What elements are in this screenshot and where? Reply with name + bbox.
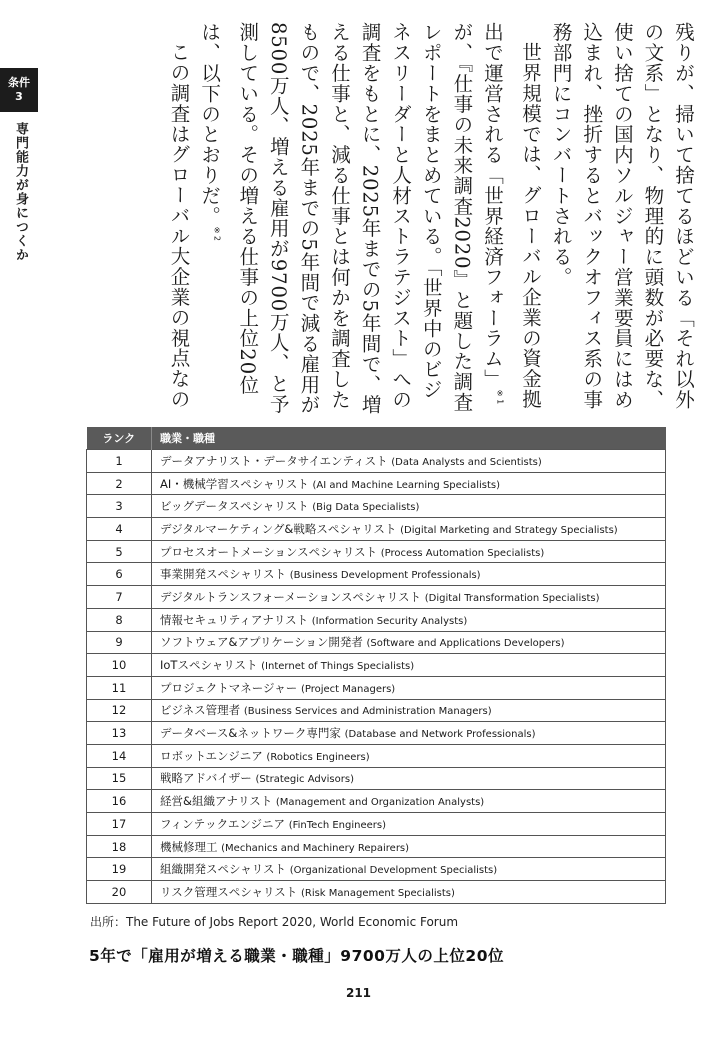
job-title-ja: リスク管理スペシャリスト xyxy=(160,884,298,899)
job-title xyxy=(152,586,666,609)
page-number: 211 xyxy=(345,986,372,1000)
rank-number: 19 xyxy=(87,858,152,881)
job-title xyxy=(152,654,666,677)
ranking-table-body xyxy=(87,450,666,904)
job-title xyxy=(152,518,666,541)
rank-number: 7 xyxy=(87,586,152,609)
rank-number: 6 xyxy=(87,563,152,586)
rank-number: 15 xyxy=(87,767,152,790)
job-title-en: (Digital Transformation Specialists) xyxy=(424,592,600,604)
rank-number: 8 xyxy=(87,608,152,631)
job-title xyxy=(152,563,666,586)
job-title-ja: フィンテックエンジニア xyxy=(160,816,286,831)
job-title xyxy=(152,631,666,654)
ranking-table xyxy=(86,427,666,904)
rank-number: 18 xyxy=(87,835,152,858)
table-row xyxy=(87,835,666,858)
job-title xyxy=(152,881,666,904)
job-title-ja: ビジネス管理者 xyxy=(160,703,241,718)
table-row xyxy=(87,858,666,881)
job-title-ja: 経営&組織アナリスト xyxy=(160,794,273,809)
table-row xyxy=(87,608,666,631)
chapter-title: 専門能力が身につくか xyxy=(13,122,28,262)
table-row xyxy=(87,676,666,699)
table-header-row xyxy=(87,427,666,450)
job-title-en: (AI and Machine Learning Specialists) xyxy=(312,479,501,491)
paragraph-2-part-a: 世界規模では、グローバル企業の資金拠出で運営される「世界経済フォーラム」 xyxy=(480,22,543,409)
job-title-ja: ロボットエンジニア xyxy=(160,748,263,763)
rank-number: 14 xyxy=(87,744,152,767)
table-row xyxy=(87,472,666,495)
table-row xyxy=(87,699,666,722)
job-title-ja: ビッグデータスペシャリスト xyxy=(160,499,309,514)
job-title xyxy=(152,472,666,495)
job-title xyxy=(152,699,666,722)
table-row xyxy=(87,654,666,677)
table-row xyxy=(87,790,666,813)
job-title xyxy=(152,835,666,858)
job-title-ja: ソフトウェア&アプリケーション開発者 xyxy=(160,635,363,650)
rank-number: 2 xyxy=(87,472,152,495)
job-title-en: (Internet of Things Specialists) xyxy=(261,661,415,673)
job-title-en: (Business Development Professionals) xyxy=(289,570,481,582)
chapter-tab-label: 条件 xyxy=(8,76,30,89)
table-row xyxy=(87,586,666,609)
job-title-ja: データアナリスト・データサイエンティスト xyxy=(160,453,388,468)
job-title-en: (FinTech Engineers) xyxy=(288,819,386,831)
rank-number: 9 xyxy=(87,631,152,654)
job-title-ja: 組織開発スペシャリスト xyxy=(160,862,287,877)
job-title-ja: 情報セキュリティアナリスト xyxy=(160,612,309,627)
paragraph-2-part-b: が、『仕事の未来調査2020』と題した調査レポートをまとめている。「世界中のビジネスリーダーと人材ストラテジスト」への調査をもとに、2025年までの5年間で、増える仕事と、減る仕事とは何かを調査したもので、2025年までの5年間で減る雇用が8500万人、増える雇用が9700万人、と予測している。その増える仕事の上位20位は、以下のとおりだ。 xyxy=(198,22,474,415)
job-title-ja: プロジェクトマネージャー xyxy=(160,680,298,695)
header-rank: ランク xyxy=(87,427,152,450)
job-title-en: (Management and Organization Analysts) xyxy=(275,797,485,809)
paragraph-2 xyxy=(194,22,546,417)
job-title xyxy=(152,450,666,473)
job-title-ja: 事業開発スペシャリスト xyxy=(160,567,287,582)
rank-number: 17 xyxy=(87,813,152,836)
rank-number: 3 xyxy=(87,495,152,518)
table-row xyxy=(87,563,666,586)
chapter-tab-number: 3 xyxy=(15,90,23,103)
rank-number: 13 xyxy=(87,722,152,745)
job-title-en: (Data Analysts and Scientists) xyxy=(391,456,542,468)
rank-number: 12 xyxy=(87,699,152,722)
rank-number: 11 xyxy=(87,676,152,699)
header-job: 職業・職種 xyxy=(152,427,666,450)
job-title-ja: IoTスペシャリスト xyxy=(160,658,258,673)
job-title xyxy=(152,790,666,813)
job-title-ja: デジタルマーケティング&戦略スペシャリスト xyxy=(160,521,397,536)
job-title xyxy=(152,722,666,745)
job-title xyxy=(152,744,666,767)
job-title xyxy=(152,608,666,631)
paragraph-3: この調査はグローバル大企業の視点なの xyxy=(167,41,191,409)
job-title-en: (Strategic Advisors) xyxy=(255,774,354,786)
job-title-en: (Process Automation Specialists) xyxy=(380,547,545,559)
table-row xyxy=(87,450,666,473)
job-title-en: (Mechanics and Machinery Repairers) xyxy=(221,842,410,854)
job-title-en: (Software and Applications Developers) xyxy=(366,638,565,650)
source-note: 出所：The Future of Jobs Report 2020, World Economic Forum xyxy=(90,915,459,929)
table-row xyxy=(87,767,666,790)
footnote-ref-1: ※1 xyxy=(495,389,505,406)
job-title-ja: AI・機械学習スペシャリスト xyxy=(160,476,309,491)
rank-number: 5 xyxy=(87,540,152,563)
job-title xyxy=(152,495,666,518)
job-title-en: (Big Data Specialists) xyxy=(312,502,420,514)
job-title-en: (Organizational Development Specialists) xyxy=(289,865,498,877)
table-caption: 5年で「雇用が増える職業・職種」9700万人の上位20位 xyxy=(89,947,504,965)
job-title xyxy=(152,858,666,881)
job-title-en: (Database and Network Professionals) xyxy=(344,729,536,741)
table-row xyxy=(87,631,666,654)
job-title xyxy=(152,813,666,836)
job-title-ja: デジタルトランスフォーメーションスペシャリスト xyxy=(160,589,422,604)
paragraph-1: 残りが、掃いて捨てるほどいる「それ以外の文系」となり、物理的に頭数が必要な、使い捨ての国内ソルジャー営業要員にはめ込まれ、挫折するとバックオフィス系の事務部門にコンバートされる。 xyxy=(549,22,695,410)
table-row xyxy=(87,518,666,541)
footnote-ref-2: ※2 xyxy=(212,226,222,242)
rank-number: 16 xyxy=(87,790,152,813)
body-text xyxy=(98,22,698,417)
job-title xyxy=(152,676,666,699)
job-title-ja: 機械修理工 xyxy=(160,839,218,854)
table-row xyxy=(87,813,666,836)
rank-number: 10 xyxy=(87,654,152,677)
table-row xyxy=(87,744,666,767)
job-title xyxy=(152,767,666,790)
job-title-en: (Robotics Engineers) xyxy=(266,751,370,763)
table-row xyxy=(87,722,666,745)
table-row xyxy=(87,881,666,904)
job-title-ja: 戦略アドバイザー xyxy=(160,771,252,786)
job-title-en: (Business Services and Administration Managers) xyxy=(243,706,492,718)
chapter-tab xyxy=(0,68,38,112)
job-title-en: (Risk Management Specialists) xyxy=(300,887,455,899)
rank-number: 4 xyxy=(87,518,152,541)
job-title-en: (Digital Marketing and Strategy Specialists) xyxy=(400,524,618,536)
job-title-en: (Information Security Analysts) xyxy=(311,615,468,627)
table-row xyxy=(87,495,666,518)
rank-number: 1 xyxy=(87,450,152,473)
job-title-ja: データベース&ネットワーク専門家 xyxy=(160,726,341,741)
job-title xyxy=(152,540,666,563)
job-title-en: (Project Managers) xyxy=(300,683,396,695)
job-title-ja: プロセスオートメーションスペシャリスト xyxy=(160,544,378,559)
rank-number: 20 xyxy=(87,881,152,904)
table-row xyxy=(87,540,666,563)
